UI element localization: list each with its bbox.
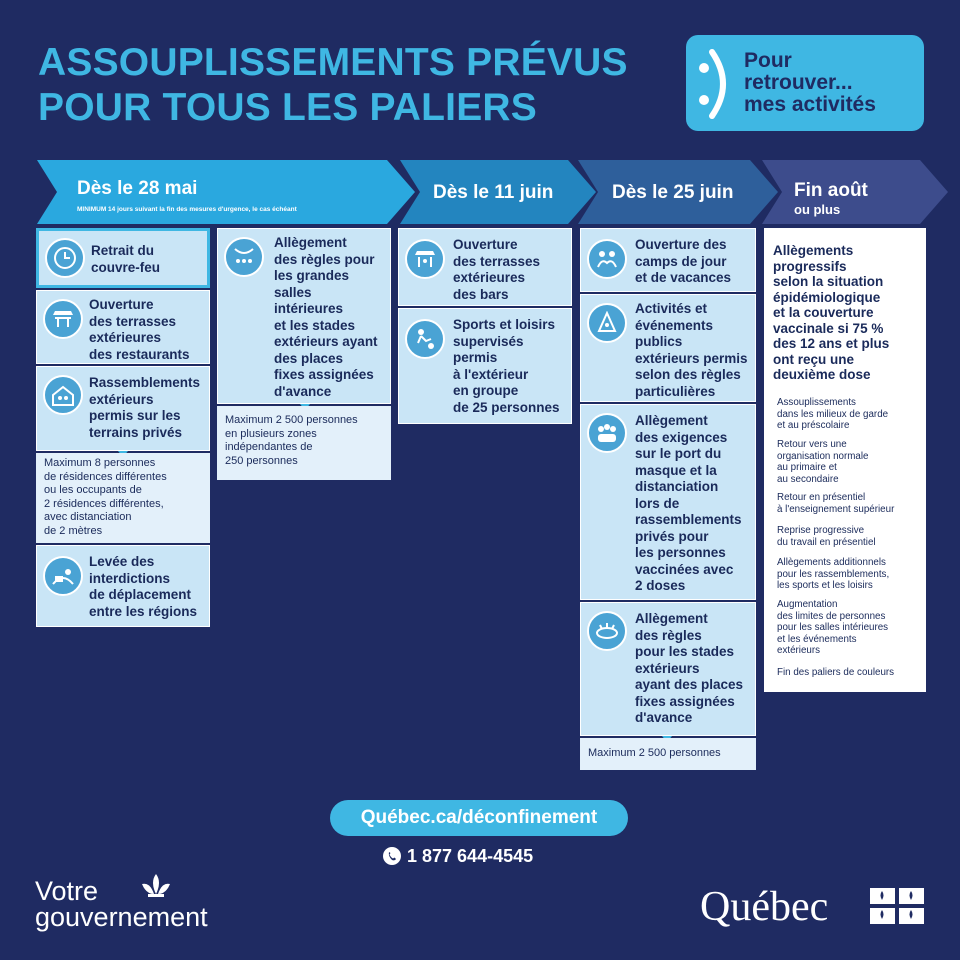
text-line: Rassemblements — [89, 375, 201, 390]
card-text — [89, 375, 200, 441]
indoor-venue-icon — [224, 237, 264, 277]
text-line: terrains privés — [89, 424, 183, 440]
text-line: extérieurs — [89, 391, 154, 407]
text-line: du travail en présentiel — [777, 536, 876, 548]
card-day-camps — [580, 228, 756, 292]
text-line: Fin des paliers de couleurs — [777, 667, 895, 678]
text-line: interdictions — [89, 570, 171, 586]
text-line: Ouverture des — [635, 237, 727, 252]
restaurant-terrace-icon — [43, 299, 83, 339]
text-line: Sports et loisirs — [453, 317, 556, 332]
text-line: Allègement — [635, 413, 708, 428]
text-line: Allègements — [773, 243, 854, 258]
text-line: événements — [635, 317, 714, 333]
text-line: pour les rassemblements, — [777, 568, 890, 580]
text-line: sur le port du — [635, 446, 722, 461]
text-line: ayant des places — [635, 677, 744, 692]
text-line: 2 doses — [635, 578, 686, 593]
text-line: à l'extérieur — [453, 366, 529, 382]
badge-line-2: retrouver... — [744, 71, 853, 94]
text-line: distanciation — [635, 479, 719, 494]
text-line: salles — [274, 284, 312, 300]
text-line: extérieurs — [635, 660, 700, 676]
text-line: Ouverture — [89, 297, 154, 312]
note-stadiums — [580, 738, 756, 770]
text-line: extérieurs — [777, 645, 821, 656]
badge-line-3: mes activités — [744, 93, 876, 116]
phase-arrow-may-28 — [37, 160, 415, 224]
list-item — [777, 492, 894, 515]
text-line: et les stades — [274, 317, 356, 333]
list-item — [777, 667, 894, 679]
text-line: extérieures — [453, 270, 526, 285]
card-indoor-venues — [217, 228, 391, 404]
text-line: dans les milieux de garde — [777, 408, 889, 420]
text-line: et de vacances — [635, 270, 732, 285]
text-line: les sports et les loisirs — [777, 580, 873, 591]
text-line: extérieures — [89, 330, 162, 345]
gov-line-1: Votre — [35, 876, 99, 906]
note-indoor-venues — [217, 406, 391, 480]
text-line: au secondaire — [777, 473, 839, 485]
card-text — [453, 317, 560, 416]
card-region-travel — [36, 545, 210, 627]
card-bar-terraces — [398, 228, 572, 306]
text-line: des règles pour — [274, 251, 375, 267]
card-private-gatherings — [36, 366, 210, 451]
text-line: Retour vers une — [777, 439, 847, 450]
text-line: Assouplissements — [777, 397, 856, 408]
phone-icon — [383, 847, 401, 865]
text-line: organisation normale — [777, 450, 869, 462]
phase-label: Dès le 11 juin — [433, 182, 554, 203]
text-line: des terrasses — [89, 313, 177, 329]
text-line: des limites de personnes — [777, 610, 886, 622]
text-line: de 25 personnes — [453, 399, 560, 415]
note-line: de 2 mètres — [44, 524, 103, 537]
text-line: entre les régions — [89, 603, 198, 619]
badge-text — [744, 50, 924, 116]
card-masks — [580, 404, 756, 600]
text-line: intérieures — [274, 301, 344, 316]
text-line: Levée des — [89, 554, 155, 569]
stadium-icon — [587, 611, 627, 651]
text-line: Retour en présentiel — [777, 492, 866, 503]
text-line: d'avance — [635, 710, 693, 725]
text-line: les grandes — [274, 268, 350, 283]
text-line: Allègements additionnels — [777, 557, 886, 568]
deconfinement-link[interactable]: Québec.ca/déconfinement — [330, 800, 628, 836]
text-line: extérieurs ayant — [274, 334, 378, 349]
outdoor-event-icon — [587, 303, 627, 343]
curfew-clock-icon — [45, 238, 85, 278]
card-text — [635, 301, 748, 400]
text-line: Ouverture — [453, 237, 518, 252]
text-line: particulières — [635, 383, 716, 399]
sports-icon — [405, 319, 445, 359]
note-line: Maximum 2 500 personnes — [225, 414, 358, 426]
title-line-1: ASSOUPLISSEMENTS PRÉVUS — [38, 41, 628, 84]
bar-terrace-icon — [405, 239, 445, 279]
text-line: progressifs — [773, 258, 847, 274]
text-line: des restaurants — [89, 346, 190, 362]
note-line: indépendantes de — [225, 441, 313, 453]
text-line: permis sur les — [89, 408, 181, 423]
card-text — [635, 237, 731, 287]
text-line: Retrait du — [91, 243, 155, 258]
text-line: ont reçu une — [773, 351, 855, 367]
text-line: des exigences — [635, 429, 728, 445]
text-line: Activités et — [635, 301, 708, 316]
phase-label: Dès le 28 mai — [77, 178, 198, 199]
card-stadiums — [580, 602, 756, 736]
text-line: épidémiologique — [773, 289, 881, 305]
text-line: au primaire et — [777, 462, 837, 473]
text-line: des bars — [453, 286, 509, 302]
text-line: fixes assignées — [274, 367, 374, 382]
text-line: extérieurs permis — [635, 350, 748, 366]
text-line: lors de — [635, 495, 680, 511]
text-line: d'avance — [274, 383, 332, 399]
text-line: fixes assignées — [635, 693, 735, 709]
text-line: vaccinale si 75 % — [773, 320, 884, 336]
text-line: publics — [635, 334, 683, 349]
list-item — [777, 525, 876, 548]
text-line: Reprise progressive — [777, 525, 865, 536]
text-line: les personnes — [635, 545, 726, 560]
card-text — [635, 611, 743, 727]
text-line: supervisés — [453, 333, 524, 349]
text-line: Augmentation — [777, 599, 838, 610]
phase-label: Dès le 25 juin — [612, 182, 734, 203]
list-item — [777, 397, 888, 432]
note-line: Maximum 8 personnes — [44, 457, 156, 469]
text-line: pour les stades — [635, 644, 735, 659]
card-text — [453, 237, 540, 303]
text-line: à l'enseignement supérieur — [777, 503, 895, 515]
quebec-logo-text: Québec — [700, 884, 829, 930]
phase-arrow-end-august — [762, 160, 948, 224]
card-text — [89, 554, 197, 620]
quebec-flag-icon — [870, 888, 924, 924]
text-line: de déplacement — [89, 587, 192, 602]
government-logo — [35, 878, 208, 930]
text-line: vaccinées avec — [635, 561, 734, 577]
text-line: rassemblements — [635, 512, 742, 527]
text-line: selon des règles — [635, 367, 741, 382]
note-line: Maximum 2 500 personnes — [588, 747, 721, 759]
card-outdoor-events — [580, 294, 756, 402]
text-line: et les événements — [777, 633, 857, 645]
note-line: de résidences différentes — [44, 470, 167, 483]
text-line: des places — [274, 350, 344, 366]
card-text — [91, 243, 160, 276]
text-line: Allègement — [274, 235, 347, 250]
text-line: pour les salles intérieures — [777, 622, 889, 633]
phase-arrow-june-25 — [578, 160, 778, 224]
region-travel-icon — [43, 556, 83, 596]
card-text — [274, 235, 378, 400]
page-title — [38, 40, 658, 130]
fleur-de-lis-icon — [138, 872, 174, 904]
list-item — [777, 439, 869, 485]
card-progressive-easing — [764, 228, 926, 692]
card-text — [89, 297, 190, 363]
gov-line-2: gouvernement — [35, 902, 208, 932]
note-line: en plusieurs zones — [225, 427, 317, 440]
private-gathering-icon — [43, 375, 83, 415]
text-line: des 12 ans et plus — [773, 336, 890, 351]
smiley-icon — [692, 42, 738, 126]
badge-line-1: Pour — [744, 49, 792, 72]
list-item — [777, 599, 888, 657]
note-line: 2 résidences différentes, — [44, 497, 164, 510]
text-line: privés pour — [635, 528, 709, 544]
note-gatherings — [36, 453, 210, 543]
text-line: camps de jour — [635, 253, 727, 269]
day-camp-icon — [587, 239, 627, 279]
note-line: ou les occupants de — [44, 484, 142, 496]
text-line: et au préscolaire — [777, 420, 850, 431]
text-line: couvre-feu — [91, 259, 161, 275]
text-line: des terrasses — [453, 253, 541, 269]
card-text — [635, 413, 742, 595]
text-line: selon la situation — [773, 274, 884, 289]
list-item — [777, 557, 889, 592]
text-line: en groupe — [453, 383, 519, 398]
text-line: deuxième dose — [773, 367, 871, 382]
phase-sub: ou plus — [794, 202, 841, 217]
phase-arrow-june-11 — [400, 160, 596, 224]
note-line: avec distanciation — [44, 511, 132, 523]
card-restaurant-terraces — [36, 290, 210, 364]
card-curfew — [36, 228, 210, 288]
phase-label: Fin août — [794, 180, 868, 201]
phase-note: MINIMUM 14 jours suivant la fin des mesures d'urgence, le cas échéant — [77, 206, 297, 213]
phone-text: 1 877 644-4545 — [407, 846, 534, 866]
text-line: permis — [453, 350, 498, 365]
mask-group-icon — [587, 413, 627, 453]
text-line: et la couverture — [773, 305, 874, 320]
phone-number[interactable] — [383, 846, 533, 866]
card-heading — [773, 243, 889, 383]
title-line-2: POUR TOUS LES PALIERS — [38, 86, 537, 129]
card-sports — [398, 308, 572, 424]
text-line: masque et la — [635, 462, 717, 478]
note-line: 250 personnes — [225, 454, 298, 467]
text-line: Allègement — [635, 611, 708, 626]
text-line: des règles — [635, 627, 702, 643]
